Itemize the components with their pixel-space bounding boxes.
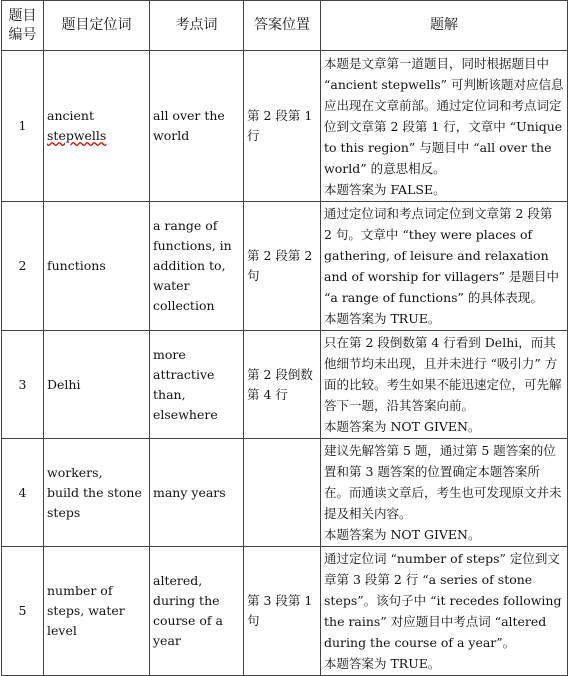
explanation <box>321 51 568 202</box>
spellcheck-underlined-word: stepwells <box>47 128 107 143</box>
question-number: 2 <box>2 202 44 331</box>
header-keyword: 考点词 <box>150 1 244 51</box>
answer-position <box>244 439 321 547</box>
keyword: a range of functions, in addition to, water collection <box>150 202 244 331</box>
keyword: more attractive than, elsewhere <box>150 331 244 439</box>
answer-text: 本题答案为 NOT GIVEN。 <box>324 527 481 542</box>
locator-word: ancient stepwells <box>44 51 150 202</box>
explanation <box>321 547 568 676</box>
keyword: all over the world <box>150 51 244 202</box>
header-question-number: 题目编号 <box>2 1 44 51</box>
locator-word: Delhi <box>44 331 150 439</box>
header-row <box>2 1 568 51</box>
answer-text: 本题答案为 TRUE。 <box>324 656 441 671</box>
explanation <box>321 331 568 439</box>
explanation-text: 通过定位词和考点词定位到文章第 2 段第 2 句。文章中 “they were places of gathering, of leisure and relaxation and of worship for villagers” 是题目中 “a range of functions” 的具体表现。 <box>324 206 560 305</box>
answer-position: 第 2 段第 2 句 <box>244 202 321 331</box>
question-number: 5 <box>2 547 44 676</box>
header-answer-position: 答案位置 <box>244 1 321 51</box>
keyword: many years <box>150 439 244 547</box>
question-number: 3 <box>2 331 44 439</box>
answer-position: 第 3 段第 1 句 <box>244 547 321 676</box>
answer-table <box>1 0 568 676</box>
locator-word: functions <box>44 202 150 331</box>
locator-word: workers, build the stone steps <box>44 439 150 547</box>
answer-position: 第 2 段倒数第 4 行 <box>244 331 321 439</box>
header-explanation: 题解 <box>321 1 568 51</box>
explanation <box>321 439 568 547</box>
explanation <box>321 202 568 331</box>
explanation-text: 通过定位词 “number of steps” 定位到文章第 3 段第 2 行 “a series of stone steps”。该句子中 “it recedes following the rains” 对应题目中考点词 “altered during the course of a year”。 <box>324 551 562 650</box>
explanation-text: 只在第 2 段倒数第 4 行看到 Delhi，而其他细节均未出现，且并未进行 “吸引力” 方面的比较。考生如果不能迅速定位，可先解答下一题，沿其答案向前。 <box>324 335 562 413</box>
table-row <box>2 331 568 439</box>
table-row <box>2 547 568 676</box>
answer-text: 本题答案为 NOT GIVEN。 <box>324 419 481 434</box>
keyword: altered, during the course of a year <box>150 547 244 676</box>
explanation-text: 建议先解答第 5 题，通过第 5 题答案的位置和第 3 题答案的位置确定本题答案所在。而通读文章后，考生也可发现原文并未提及相关内容。 <box>324 443 562 521</box>
answer-position: 第 2 段第 1 行 <box>244 51 321 202</box>
table-row <box>2 51 568 202</box>
question-number: 1 <box>2 51 44 202</box>
question-number: 4 <box>2 439 44 547</box>
answer-text: 本题答案为 TRUE。 <box>324 311 441 326</box>
header-locator-word: 题目定位词 <box>44 1 150 51</box>
table-row <box>2 202 568 331</box>
table-row <box>2 439 568 547</box>
answer-text: 本题答案为 FALSE。 <box>324 181 446 197</box>
locator-word: number of steps, water level <box>44 547 150 676</box>
explanation-text: 本题是文章第一道题目，同时根据题目中 “ancient stepwells” 可判断该题对应信息应出现在文章前部。通过定位词和考点词定位到文章第 2 段第 1 行，文章中 “Unique to this region” 与题目中 “all over the world” 的意思相反。 <box>324 55 564 176</box>
